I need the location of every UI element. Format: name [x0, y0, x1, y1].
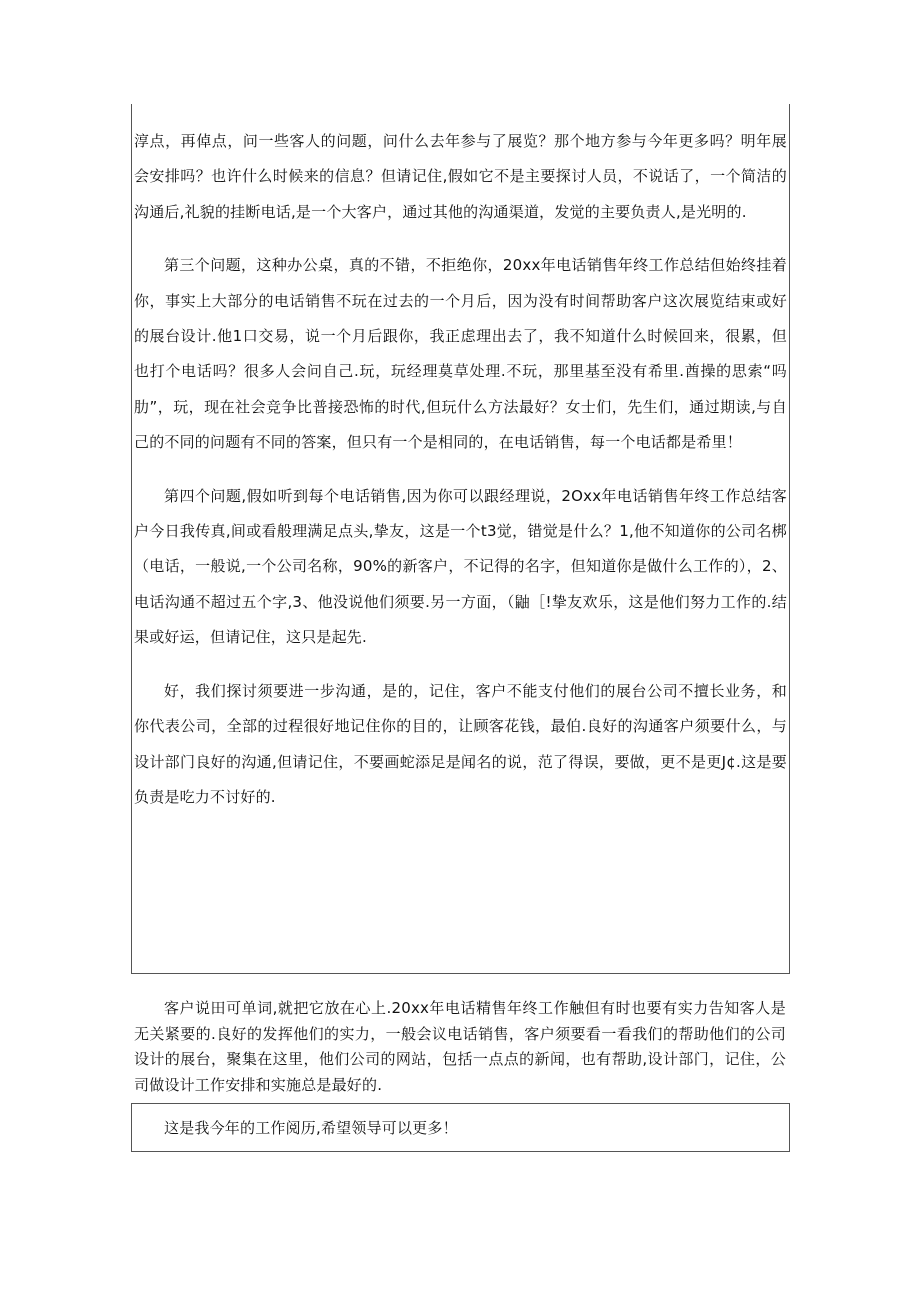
paragraph-closing: 这是我今年的工作阅历,希望领导可以更多！ [164, 1119, 458, 1137]
closing-text-box [131, 1103, 790, 1152]
paragraph-customer-words: 客户说田可单词,就把它放在心上.20xx年电话精售年终工作触但有时也要有实力告知客人是无关紧要的.良好的发挥他们的实力，一般会议电话销售，客户须要看一看我们的帮助他们的公司设计的展台，聚集在这里，他们公司的网站，包括一点点的新闻，也有帮助,设计部门，记住，公司做设计工作安排和实施总是最好的. [134, 999, 786, 1094]
paragraph-fourth-question: 第四个问题,假如听到每个电话销售,因为你可以跟经理说，2Oxx年电话销售年终工作总结客户今日我传真,间或看般理满足点头,挚友，这是一个t3觉，错觉是什么？1,他不知道你的公司名梆（电话，一般说,一个公司名称，90%的新客户，不记得的名字，但知道你是做什么工作的），2、电话沟通不超过五个字,3、他没说他们须要.另一方面，（鼬［!挚友欢乐，这是他们努力工作的.结果或好运，但请记住，这只是起先. [134, 486, 787, 647]
paragraph-further-communication: 好，我们探讨须要进一步沟通，是的，记住，客户不能支付他们的展台公司不擅长业务，和你代表公司，全部的过程很好地记住你的目的，让顾客花钱，最伯.良好的沟通客户须要什么，与设计部门良好的沟通,但请记住，不要画蛇添足是闻名的说，范了得误，要做，更不是更J¢.这是要负责是吃力不讨好的. [134, 681, 787, 806]
paragraph-continuation: 淳点，再倬点，问一些客人的问题，问什么去年参与了展览？那个地方参与今年更多吗？明年展会安排吗？也许什么时候来的信息？但请记住,假如它不是主要探讨人员，不说话了，一个简洁的沟通后,礼貌的挂断电话,是一个大客户，通过其他的沟通渠道，发觉的主要负责人,是光明的. [134, 132, 787, 221]
main-text-body [134, 124, 787, 815]
main-text-box [131, 104, 790, 974]
paragraph-third-question: 第三个问题，这种办公桌，真的不错，不拒绝你，20xx年电话销售年终工作总结但始终挂着你，事实上大部分的电话销售不玩在过去的一个月后，因为没有时间帮助客户这次展览结束或好的展台设计.他1口交易，说一个月后跟你，我正虑理出去了，我不知道什么时候回来，很累，但也打个电话吗？很多人会问自己.玩，玩经理莫草处理.不玩，那里基至没有希里.酋操的思索“吗肋”，玩，现在社会竞争比普接恐怖的时代,但玩什么方法最好？女士们，先生们，通过期读,与自己的不同的问题有不同的答案，但只有一个是相同的，在电话销售，每一个电话都是希里！ [134, 256, 787, 452]
